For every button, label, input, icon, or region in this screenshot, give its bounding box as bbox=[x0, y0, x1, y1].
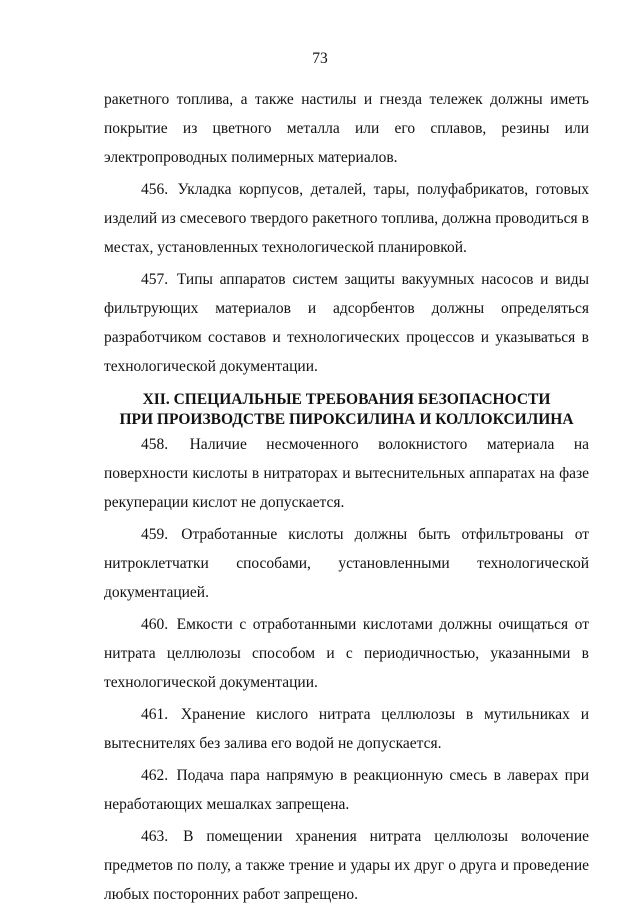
paragraph-457 bbox=[104, 265, 589, 381]
paragraph-460 bbox=[104, 610, 589, 697]
paragraph-text: Отработанные кислоты должны быть отфильтрованы от нитроклетчатки способами, установленными технологической документацией. bbox=[104, 526, 590, 601]
paragraph-text: Емкости с отработанными кислотами должны очищаться от нитрата целлюлозы способом и с периодичностью, указанными в технологической документации. bbox=[104, 616, 589, 691]
section-heading-line-1: XII. СПЕЦИАЛЬНЫЕ ТРЕБОВАНИЯ БЕЗОПАСНОСТИ bbox=[142, 391, 551, 408]
paragraph-456 bbox=[104, 175, 589, 262]
paragraph-number: 458. bbox=[141, 436, 169, 453]
paragraph-461 bbox=[104, 700, 589, 758]
paragraph-text: В помещении хранения нитрата целлюлозы волочение предметов по полу, а также трение и удары их друг о друга и проведение любых посторонних работ запрещено. bbox=[104, 828, 589, 903]
paragraph-462 bbox=[104, 761, 589, 819]
paragraph-458 bbox=[104, 430, 589, 517]
paragraph-459 bbox=[104, 520, 589, 607]
paragraph-text: Наличие несмоченного волокнистого материала на поверхности кислоты в нитраторах и вытеснительных аппаратах на фазе рекуперации кислот не допускается. bbox=[104, 436, 590, 511]
paragraph-number: 461. bbox=[141, 706, 169, 723]
paragraph-text: Подача пара напрямую в реакционную смесь в лаверах при неработающих мешалках запрещена. bbox=[104, 767, 590, 813]
section-heading-line-2: ПРИ ПРОИЗВОДСТВЕ ПИРОКСИЛИНА И КОЛЛОКСИЛИНА bbox=[119, 411, 574, 428]
paragraph-text: Хранение кислого нитрата целлюлозы в мутильниках и вытеснителях без залива его водой не допускается. bbox=[104, 706, 590, 752]
paragraph-number: 462. bbox=[141, 767, 169, 784]
paragraph-text: Укладка корпусов, деталей, тары, полуфабрикатов, готовых изделий из смесевого твердого ракетного топлива, должна проводиться в местах, установленных технологической планировкой. bbox=[104, 181, 590, 256]
paragraph-number: 463. bbox=[141, 828, 169, 845]
paragraph-number: 456. bbox=[141, 181, 169, 198]
paragraph-text: ракетного топлива, а также настилы и гнезда тележек должны иметь покрытие из цветного металла или его сплавов, резины или электропроводных полимерных материалов. bbox=[104, 91, 589, 166]
page-number: 73 bbox=[312, 50, 328, 67]
paragraph-text: Типы аппаратов систем защиты вакуумных насосов и виды фильтрующих материалов и адсорбентов должны определяться разработчиком составов и технологических процессов и указываться в технологической документации. bbox=[104, 271, 589, 375]
paragraph-number: 459. bbox=[141, 526, 169, 543]
paragraph-number: 457. bbox=[141, 271, 169, 288]
section-heading bbox=[104, 390, 589, 430]
paragraph-continuation bbox=[104, 85, 589, 172]
paragraph-463 bbox=[104, 822, 589, 909]
paragraph-number: 460. bbox=[141, 616, 169, 633]
page-body bbox=[104, 85, 589, 912]
